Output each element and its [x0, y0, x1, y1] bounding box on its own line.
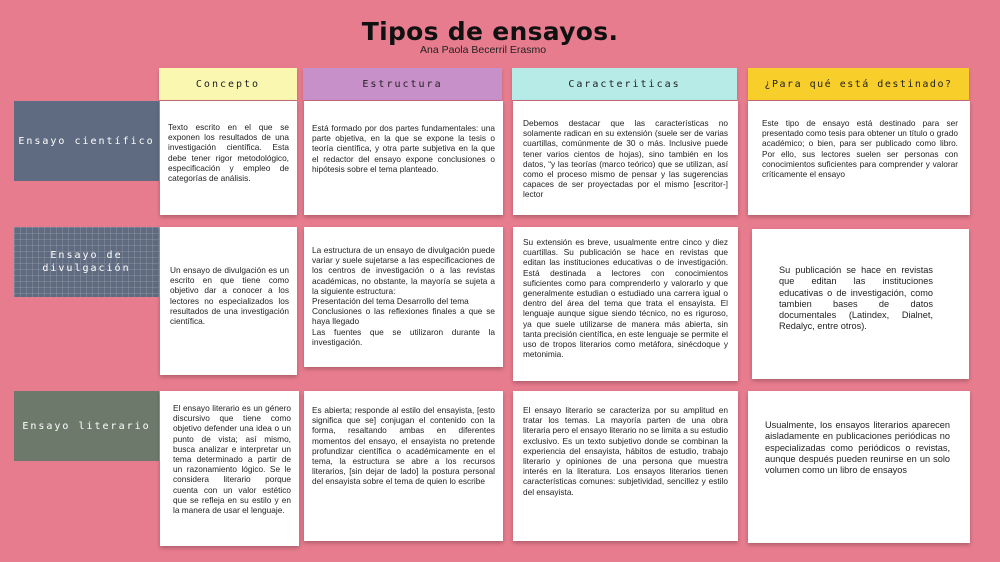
- cell-text: Conclusiones o las reflexiones finales a que se haya llegado: [312, 306, 495, 327]
- cell-text: Usualmente, los ensayos literarios aparecen aisladamente en publicaciones periódicas no especializadas como periódicos o revistas, aunque después pueden reunirse en un solo volumen como un libro de ensayos: [765, 420, 950, 476]
- cell-text: Debemos destacar que las características no solamente radican en su extensión (suele ser de varias cuartillas, comúnmente de 30 o más. Inclusive puede tener varios cientos de hojas), sino también en los datos, “y las teorías (marco teórico) que se utilizan, así como el proceso mismo de pensar y las sugerencias capaces de ser proyectadas por el mismo [escritor-] lector: [523, 118, 728, 200]
- row-header-literario: Ensayo literario: [14, 391, 159, 461]
- cell-cientifico-destinado: [748, 101, 970, 215]
- row-header-divulgacion: Ensayo de divulgación: [14, 227, 159, 297]
- page-title: Tipos de ensayos.: [361, 17, 619, 46]
- column-header-estructura: Estructura: [303, 68, 502, 100]
- cell-literario-caracteristicas: [513, 391, 738, 541]
- cell-cientifico-concepto: [160, 101, 297, 215]
- cell-text: Su extensión es breve, usualmente entre cinco y diez cuartillas. Su publicación se hace en revistas que editan las instituciones educativas o de investigación. Está destinada a lectores con conocimientos suficientes como para comprenderlo y valorarlo y que generalmente estudian o estudiado una carrera igual o dentro del área del tema que trata el ensayista. El lenguaje aunque sigue siendo técnico, no es riguroso, ya que suele utilizarse de manera más abierta, sin tanta precisión científica, en este lenguaje se permite el uso de tropos literarios como metáfora, sinécdoque y metonimia.: [523, 237, 728, 360]
- cell-literario-destinado: [748, 391, 970, 543]
- cell-divulgacion-destinado: [752, 229, 969, 379]
- cell-text: Texto escrito en el que se exponen los resultados de una investigación científica. Esta debe tener rigor metodológico, especificación y empleo de categorías de análisis.: [168, 122, 289, 184]
- cell-text: El ensayo literario se caracteriza por su amplitud en tratar los temas. La mayoría parten de una obra literaria pero el ensayo literario no se limita a su estudio exclusivo. Es un texto subjetivo donde se combinan la experiencia del ensayista, hábitos de estudio, trabajo literario y opiniones de una persona que muestra interés en la literatura. Los ensayos literarios tienen características comunes: subjetividad, sencillez y estilo del ensayista.: [523, 405, 728, 497]
- cell-text: Un ensayo de divulgación es un escrito en que tiene como objetivo dar a conocer a los lectores no especializados los resultados de una investigación científica.: [170, 265, 289, 327]
- column-header-concepto: Concepto: [159, 68, 297, 100]
- cell-text: Este tipo de ensayo está destinado para ser presentado como tesis para obtener un título o grado académico; o bien, para ser publicado como libro. Por ello, sus lectores suelen ser personas con conocimientos suficientes para comprender y valorar críticamente el ensayo: [762, 118, 958, 180]
- author-name: Ana Paola Becerril Erasmo: [420, 44, 547, 56]
- cell-text: Es abierta; responde al estilo del ensayista, [esto significa que se] conjugan el contenido con la forma, resaltando ambas en diferentes momentos del ensayo, el ensayista no pretende profundizar científica o académicamente en el tema, la estructura se abre a los recursos literarios, [sin dejar de lado] la postura personal del ensayista sobre el tema de quien lo escribe: [312, 405, 495, 487]
- cell-text: Su publicación se hace en revistas que editan las instituciones educativas o de investigación, como tambien bases de datos documentales (Latindex, Dialnet, Redalyc, entre otros).: [779, 265, 933, 332]
- column-header-destinado: ¿Para qué está destinado?: [748, 68, 969, 100]
- cell-text: Presentación del tema Desarrollo del tema: [312, 296, 469, 307]
- cell-cientifico-caracteristicas: [513, 101, 738, 215]
- cell-text: La estructura de un ensayo de divulgación puede variar y suele sujetarse a las especificaciones de los centros de investigación o a las revistas académicas, no obstante, la mayoría se sujeta a la siguiente estructura:: [312, 245, 495, 296]
- cell-literario-estructura: [304, 391, 503, 541]
- row-header-cientifico: Ensayo científico: [14, 101, 159, 181]
- cell-divulgacion-caracteristicas: [513, 227, 738, 381]
- cell-text: Las fuentes que se utilizaron durante la investigación.: [312, 326, 495, 347]
- cell-literario-concepto: [160, 391, 299, 546]
- cell-text: El ensayo literario es un género discursivo que tiene como objetivo defender una idea o un punto de vista; así mismo, busca analizar e interpretar un tema determinado a partir de un razonamiento lógico. Se le considera literario porque cuenta con un valor estético que se refleja en su estilo y en la manera de usar el lenguaje.: [173, 403, 291, 516]
- cell-divulgacion-concepto: [160, 227, 297, 375]
- cell-divulgacion-estructura: [304, 227, 503, 367]
- cell-text: Está formado por dos partes fundamentales: una parte objetiva, en la que se expone la tesis o teoría científica, y otra parte subjetiva en la que el redactor del ensayo expone conclusiones o hipótesis sobre el tema planteado.: [312, 123, 495, 174]
- column-header-caracteristicas: Caracteriticas: [512, 68, 737, 100]
- cell-cientifico-estructura: [304, 101, 503, 215]
